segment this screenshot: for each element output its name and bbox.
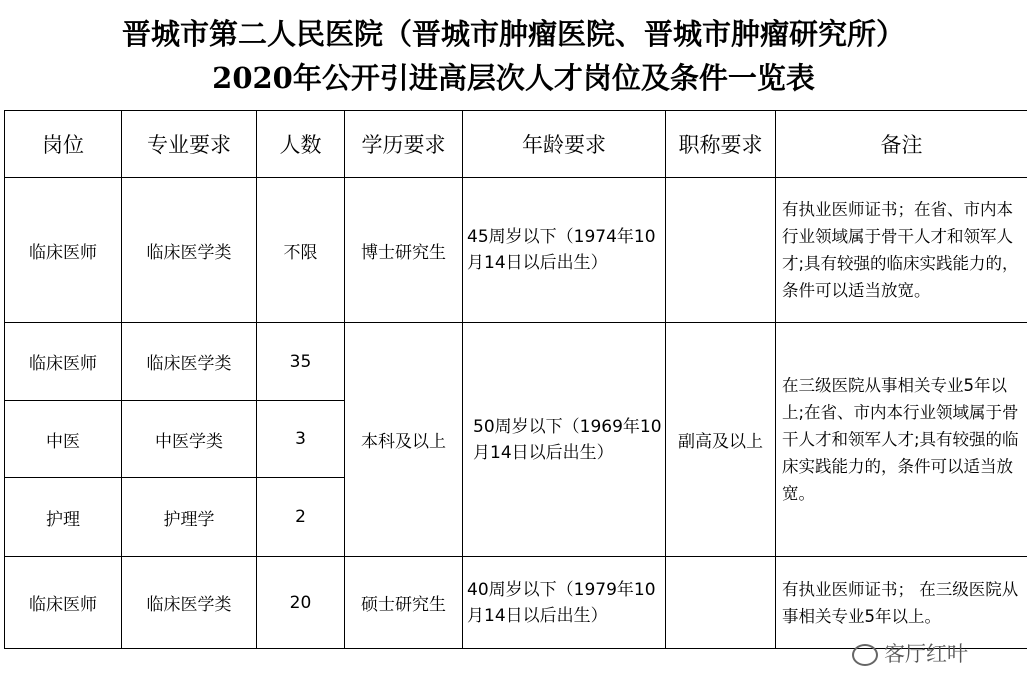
cell-count: 不限 — [257, 178, 345, 323]
cell-count: 2 — [257, 478, 345, 557]
cell-major: 临床医学类 — [122, 323, 257, 401]
header-title-req: 职称要求 — [666, 111, 776, 178]
cell-position: 护理 — [5, 478, 122, 557]
title-line-2: 2020年公开引进高层次人才岗位及条件一览表 — [212, 61, 815, 95]
cell-age: 40周岁以下（1979年10月14日以后出生） — [463, 557, 666, 649]
cell-age: 45周岁以下（1974年10月14日以后出生） — [463, 178, 666, 323]
cell-major: 临床医学类 — [122, 178, 257, 323]
cell-major: 护理学 — [122, 478, 257, 557]
watermark — [852, 638, 968, 668]
cell-position: 中医 — [5, 401, 122, 478]
page-title — [0, 0, 1027, 110]
cell-count: 20 — [257, 557, 345, 649]
cell-count: 35 — [257, 323, 345, 401]
cell-note: 有执业医师证书；在省、市内本行业领域属于骨干人才和领军人才;具有较强的临床实践能力的，条件可以适当放宽。 — [776, 178, 1027, 323]
cell-title-req — [666, 557, 776, 649]
cell-position: 临床医师 — [5, 557, 122, 649]
cell-major: 临床医学类 — [122, 557, 257, 649]
title-line-1: 晋城市第二人民医院（晋城市肿瘤医院、晋城市肿瘤研究所） — [121, 17, 905, 51]
cell-education: 博士研究生 — [345, 178, 463, 323]
cell-education: 硕士研究生 — [345, 557, 463, 649]
cell-note: 有执业医师证书； 在三级医院从事相关专业5年以上。 — [776, 557, 1027, 649]
header-age: 年龄要求 — [463, 111, 666, 178]
wechat-icon — [852, 644, 878, 666]
header-count: 人数 — [257, 111, 345, 178]
cell-education-group: 本科及以上 — [345, 323, 463, 557]
cell-title-req — [666, 178, 776, 323]
cell-major: 中医学类 — [122, 401, 257, 478]
cell-note-group: 在三级医院从事相关专业5年以上;在省、市内本行业领域属于骨干人才和领军人才;具有较强的临床实践能力的，条件可以适当放宽。 — [776, 323, 1027, 557]
header-position: 岗位 — [5, 111, 122, 178]
header-major: 专业要求 — [122, 111, 257, 178]
header-education: 学历要求 — [345, 111, 463, 178]
cell-position: 临床医师 — [5, 178, 122, 323]
watermark-text: 客厅红叶 — [884, 642, 968, 666]
positions-table — [4, 110, 1027, 649]
cell-count: 3 — [257, 401, 345, 478]
table-row — [5, 323, 1027, 401]
table-row — [5, 178, 1027, 323]
cell-position: 临床医师 — [5, 323, 122, 401]
cell-age-group: 50周岁以下（1969年10月14日以后出生） — [463, 323, 666, 557]
table-row — [5, 557, 1027, 649]
header-note: 备注 — [776, 111, 1027, 178]
cell-title-req-group: 副高及以上 — [666, 323, 776, 557]
table-header-row — [5, 111, 1027, 178]
